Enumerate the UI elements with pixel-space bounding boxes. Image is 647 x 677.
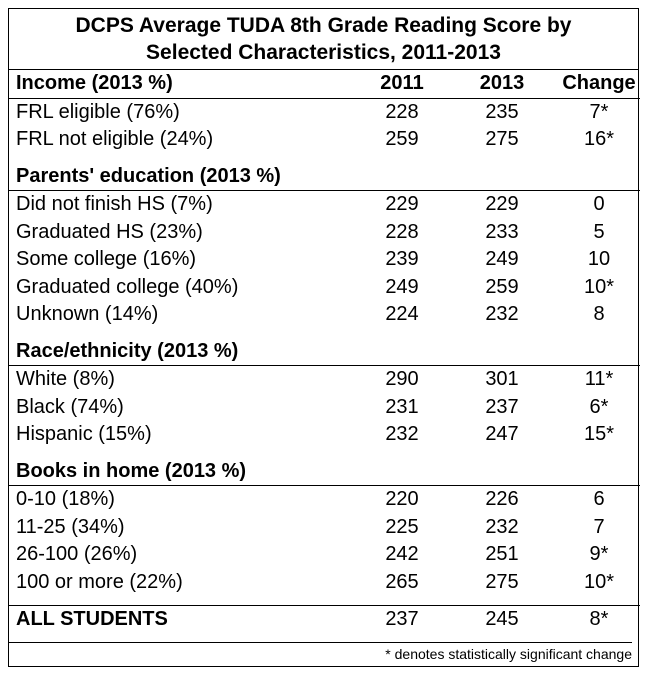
section-spacer	[9, 154, 640, 163]
value-2013: 249	[485, 248, 519, 271]
table-row	[9, 569, 640, 597]
value-change: 7*	[589, 100, 609, 123]
table-row	[9, 126, 640, 154]
value-change: 10*	[583, 275, 615, 298]
value-change: 15*	[583, 423, 615, 446]
column-header-2011: 2011	[352, 70, 452, 98]
value-change: 9*	[589, 543, 609, 566]
table-row	[9, 421, 640, 449]
row-label: FRL not eligible (24%)	[16, 128, 214, 151]
value-2013: 237	[485, 395, 519, 418]
value-2013: 247	[485, 423, 519, 446]
table-row	[9, 191, 640, 219]
row-label: 100 or more (22%)	[16, 570, 183, 593]
value-change: 11*	[584, 368, 614, 391]
column-header-2013: 2013	[452, 70, 552, 98]
section-spacer	[9, 329, 640, 338]
value-2013: 275	[485, 570, 519, 593]
value-change: 6	[593, 488, 605, 511]
section-header-row	[9, 70, 640, 98]
value-2011: 239	[385, 248, 419, 271]
section-header-row	[9, 458, 640, 486]
value-2011: 290	[385, 368, 419, 391]
value-2013: 251	[485, 543, 519, 566]
table-row	[9, 246, 640, 274]
table-row	[9, 274, 640, 302]
table-row	[9, 366, 640, 394]
table-row	[9, 394, 640, 422]
row-label: 11-25 (34%)	[16, 515, 125, 538]
value-2011: 228	[385, 100, 419, 123]
value-2011: 220	[385, 488, 419, 511]
spacer-cell	[9, 449, 640, 458]
table-frame	[8, 8, 639, 667]
value-2013: 232	[485, 515, 519, 538]
spacer-cell	[9, 154, 640, 163]
value-change: 10	[587, 248, 611, 271]
value-2011: 242	[385, 543, 419, 566]
value-change: 10*	[583, 570, 615, 593]
column-header-change: Change	[552, 70, 640, 98]
table-row	[9, 301, 640, 329]
section-spacer	[9, 449, 640, 458]
value-2011: 224	[385, 303, 419, 326]
value-2013: 259	[485, 275, 519, 298]
value-2013: 229	[485, 193, 519, 216]
value-2013: 301	[485, 368, 519, 391]
value-change: 16*	[583, 128, 615, 151]
value-change: 5	[593, 220, 605, 243]
title-line-1: DCPS Average TUDA 8th Grade Reading Score by	[75, 14, 572, 37]
table-row	[9, 514, 640, 542]
row-label: Graduated college (40%)	[16, 275, 239, 298]
total-2013: 245	[452, 606, 552, 634]
spacer-cell	[9, 329, 640, 338]
value-2011: 231	[385, 395, 419, 418]
section-header-filler	[352, 458, 640, 486]
value-change: 8	[593, 303, 605, 326]
value-2013: 232	[485, 303, 519, 326]
row-label: 26-100 (26%)	[16, 543, 138, 566]
total-2011: 237	[352, 606, 452, 634]
section-label: Books in home (2013 %)	[9, 458, 352, 486]
row-label: Graduated HS (23%)	[16, 220, 203, 243]
value-2011: 229	[385, 193, 419, 216]
footnote: * denotes statistically significant change	[9, 642, 632, 662]
row-label: Black (74%)	[16, 395, 124, 418]
section-spacer	[9, 596, 640, 606]
value-2013: 235	[485, 100, 519, 123]
total-label: ALL STUDENTS	[9, 606, 352, 634]
section-label: Income (2013 %)	[9, 70, 352, 98]
section-label: Parents' education (2013 %)	[9, 163, 352, 191]
table-row	[9, 541, 640, 569]
total-row	[9, 606, 640, 634]
value-2013: 275	[485, 128, 519, 151]
row-label: Did not finish HS (7%)	[16, 193, 213, 216]
row-label: FRL eligible (76%)	[16, 100, 180, 123]
row-label: White (8%)	[16, 368, 115, 391]
table-title	[9, 9, 638, 70]
value-2011: 265	[385, 570, 419, 593]
value-2011: 228	[385, 220, 419, 243]
spacer-cell	[9, 596, 640, 606]
value-change: 7	[593, 515, 605, 538]
row-label: 0-10 (18%)	[16, 488, 115, 511]
table-row	[9, 98, 640, 126]
value-2011: 259	[385, 128, 419, 151]
section-header-filler	[352, 338, 640, 366]
row-label: Unknown (14%)	[16, 303, 159, 326]
section-header-row	[9, 163, 640, 191]
section-header-row	[9, 338, 640, 366]
table-row	[9, 486, 640, 514]
value-change: 0	[593, 193, 605, 216]
section-label: Race/ethnicity (2013 %)	[9, 338, 352, 366]
title-line-2: Selected Characteristics, 2011-2013	[146, 41, 501, 64]
section-header-filler	[352, 163, 640, 191]
value-2013: 233	[485, 220, 519, 243]
value-2011: 225	[385, 515, 419, 538]
row-label: Hispanic (15%)	[16, 423, 152, 446]
table-row	[9, 219, 640, 247]
row-label: Some college (16%)	[16, 248, 197, 271]
value-change: 6*	[589, 395, 609, 418]
total-change: 8*	[552, 606, 640, 634]
value-2011: 232	[385, 423, 419, 446]
score-table	[9, 70, 640, 634]
value-2013: 226	[485, 488, 519, 511]
value-2011: 249	[385, 275, 419, 298]
